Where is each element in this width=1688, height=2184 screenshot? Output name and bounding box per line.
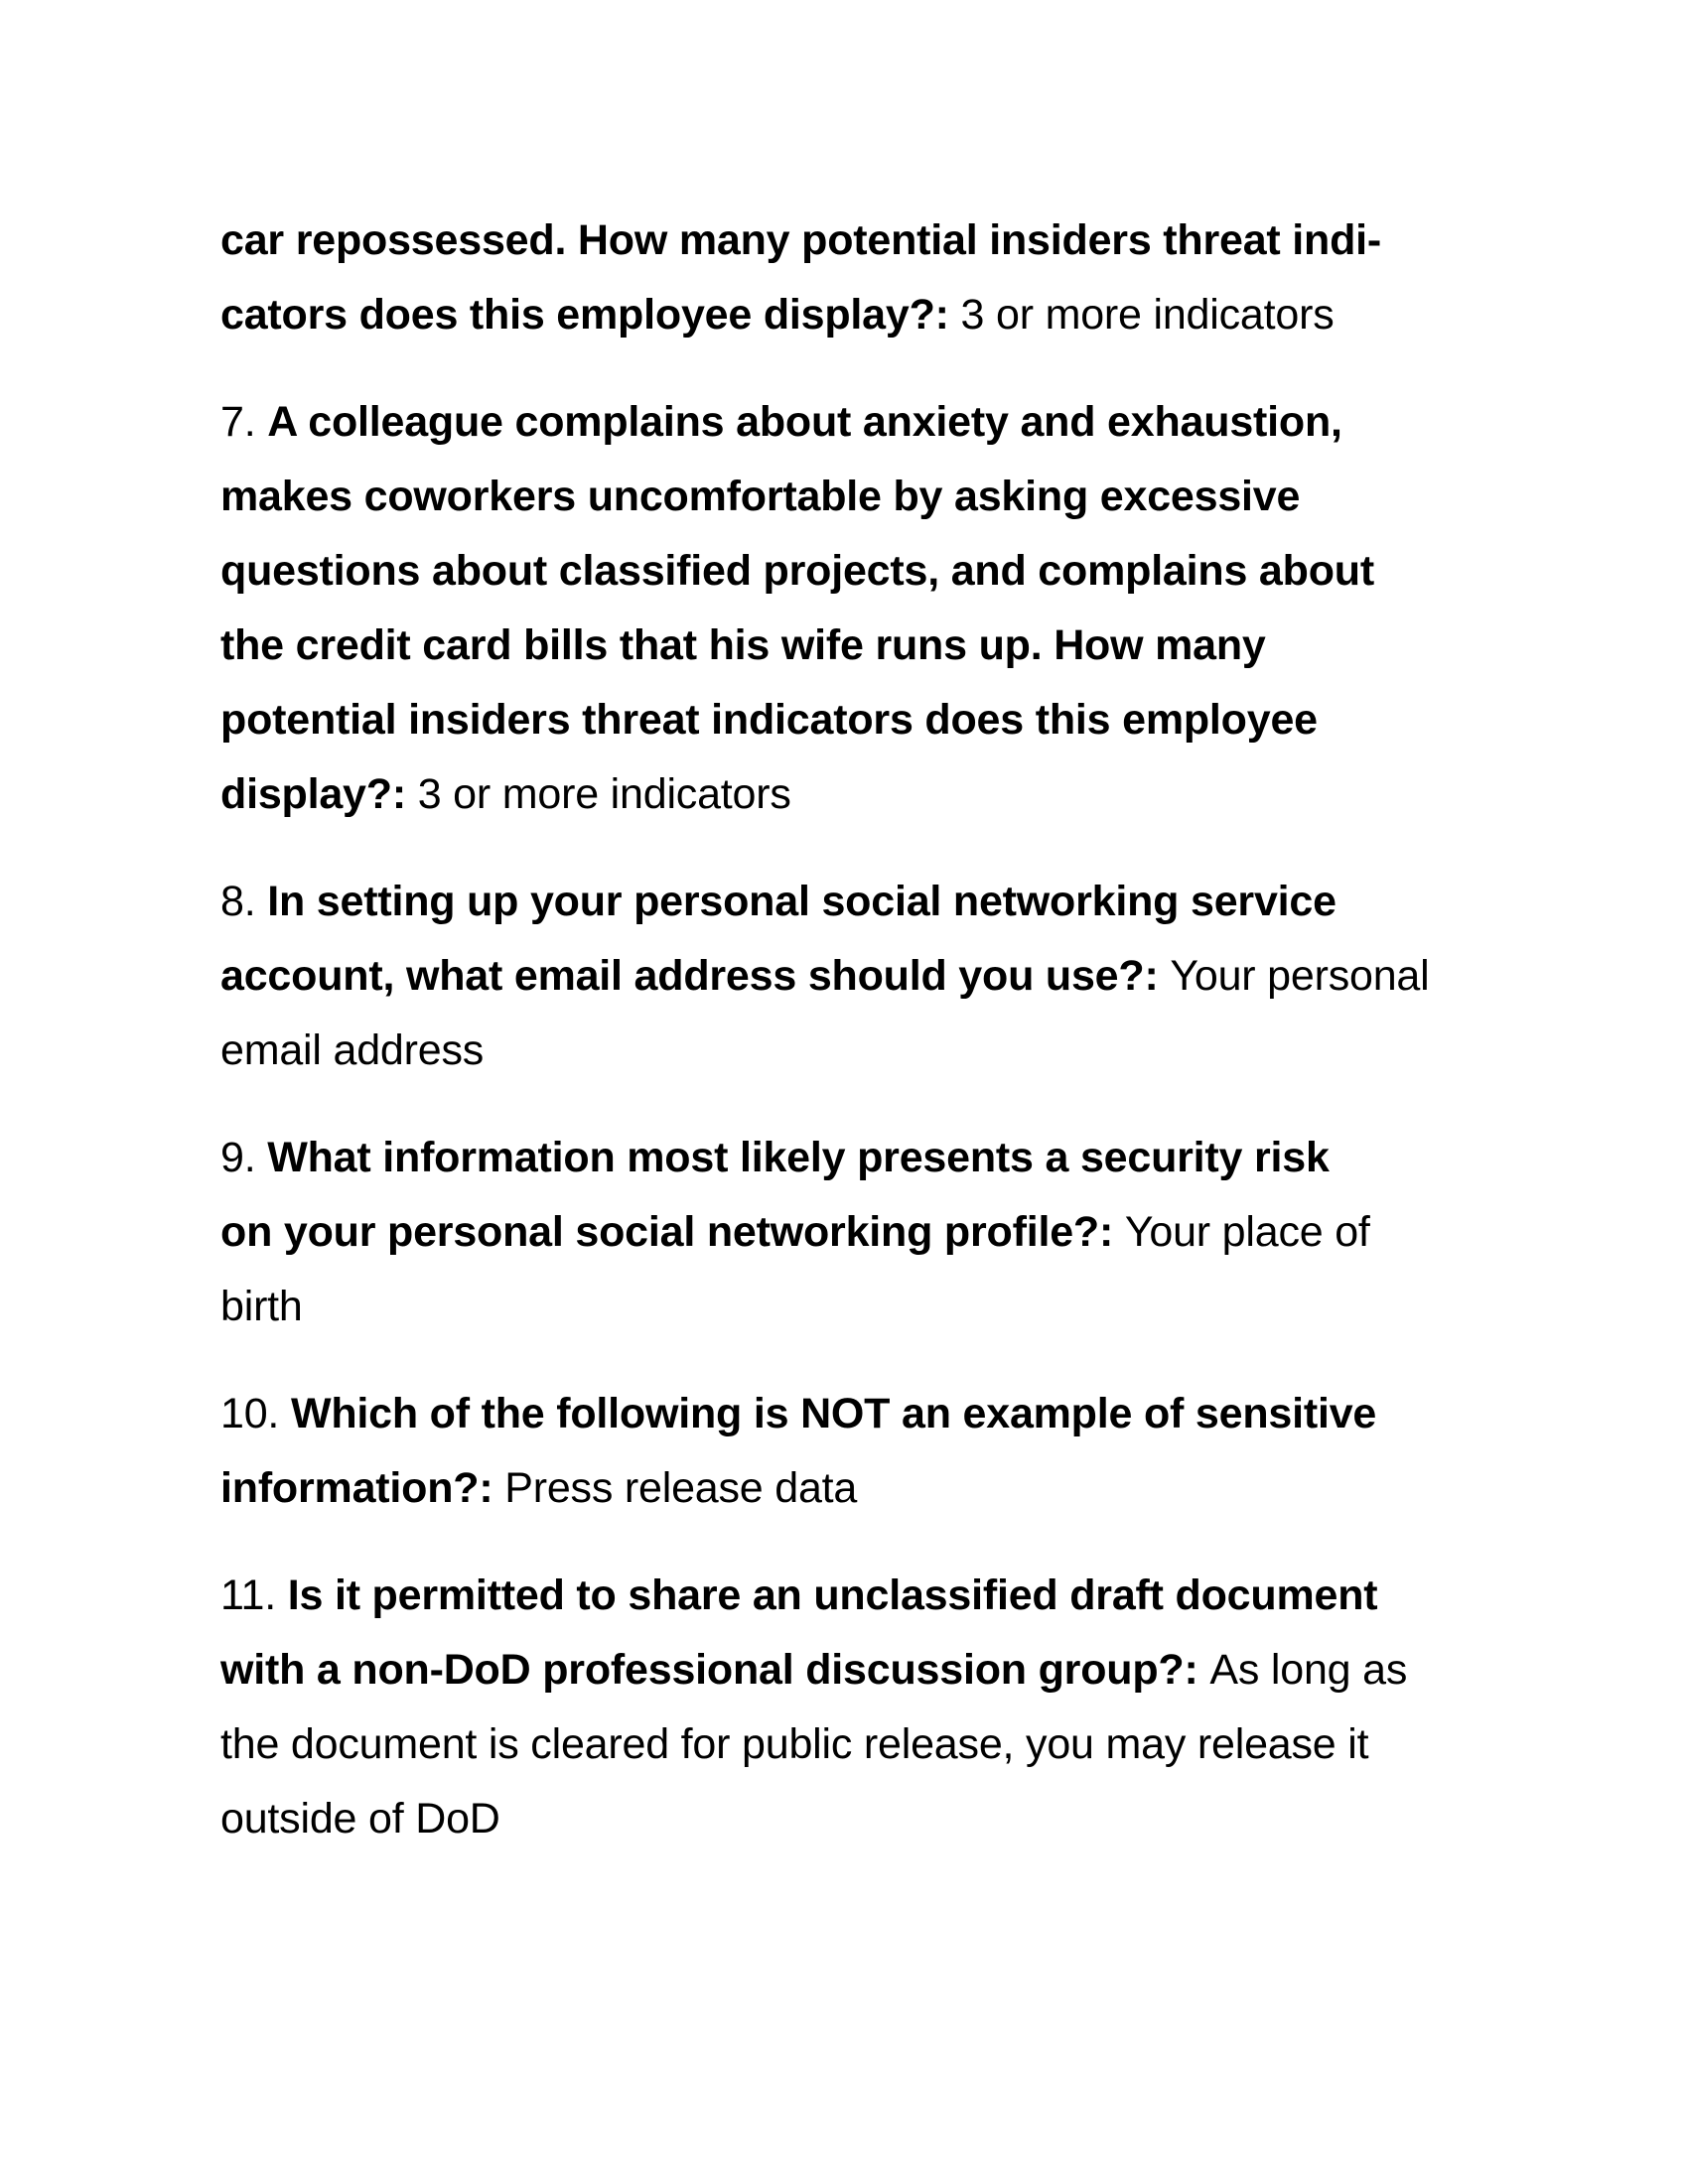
qa-item (220, 1121, 1541, 1344)
question-text: display?: (220, 770, 418, 818)
question-text: makes coworkers uncomfortable by asking excessive (220, 473, 1301, 520)
qa-item (220, 1377, 1541, 1526)
text-line (220, 460, 1541, 534)
text-line (220, 683, 1541, 757)
text-line (220, 278, 1541, 352)
text-line (220, 1451, 1541, 1526)
question-text: What information most likely presents a security risk (267, 1134, 1330, 1181)
question-text: account, what email address should you use?: (220, 952, 1171, 1000)
text-line (220, 609, 1541, 683)
question-text: questions about classified projects, and complains about (220, 547, 1374, 595)
text-line (220, 1014, 1541, 1088)
question-text: cators does this employee display?: (220, 291, 961, 339)
answer-text: 9. (220, 1134, 268, 1181)
answer-text: 3 or more indicators (417, 770, 791, 818)
question-text: car repossessed. How many potential insiders threat indi- (220, 216, 1382, 264)
answer-text: Your place of (1124, 1208, 1370, 1256)
qa-item (220, 385, 1541, 832)
text-line (220, 1707, 1541, 1782)
text-line (220, 204, 1541, 278)
answer-text: 8. (220, 878, 268, 925)
question-text: with a non-DoD professional discussion group?: (220, 1646, 1210, 1694)
question-text: potential insiders threat indicators does this employee (220, 696, 1318, 744)
answer-text: 10. (220, 1390, 291, 1437)
question-text: In setting up your personal social networking service (267, 878, 1336, 925)
text-line (220, 1377, 1541, 1451)
question-text: Which of the following is NOT an example of sensitive (290, 1390, 1377, 1437)
answer-text: 11. (220, 1571, 288, 1619)
question-text: on your personal social networking profile?: (220, 1208, 1125, 1256)
text-line (220, 1559, 1541, 1633)
question-text: information?: (220, 1464, 505, 1512)
text-line (220, 1195, 1541, 1270)
text-line (220, 534, 1541, 609)
text-line (220, 1270, 1541, 1344)
text-line (220, 1121, 1541, 1195)
answer-text: Your personal (1170, 952, 1430, 1000)
answer-text: 7. (220, 398, 268, 446)
qa-item-continued (220, 204, 1541, 352)
qa-item (220, 1559, 1541, 1856)
text-line (220, 865, 1541, 939)
answer-text: email address (220, 1026, 485, 1074)
answer-text: outside of DoD (220, 1795, 500, 1843)
qa-list (220, 204, 1541, 1889)
question-text: A colleague complains about anxiety and exhaustion, (267, 398, 1342, 446)
question-text: the credit card bills that his wife runs up. How many (220, 621, 1266, 669)
text-line (220, 757, 1541, 832)
text-line (220, 385, 1541, 460)
answer-text: As long as (1209, 1646, 1408, 1694)
qa-item (220, 865, 1541, 1088)
text-line (220, 939, 1541, 1014)
answer-text: Press release data (504, 1464, 858, 1512)
text-line (220, 1782, 1541, 1856)
text-line (220, 1633, 1541, 1707)
answer-text: birth (220, 1283, 303, 1330)
answer-text: the document is cleared for public release, you may release it (220, 1720, 1369, 1768)
question-text: Is it permitted to share an unclassified draft document (287, 1571, 1378, 1619)
answer-text: 3 or more indicators (960, 291, 1335, 339)
